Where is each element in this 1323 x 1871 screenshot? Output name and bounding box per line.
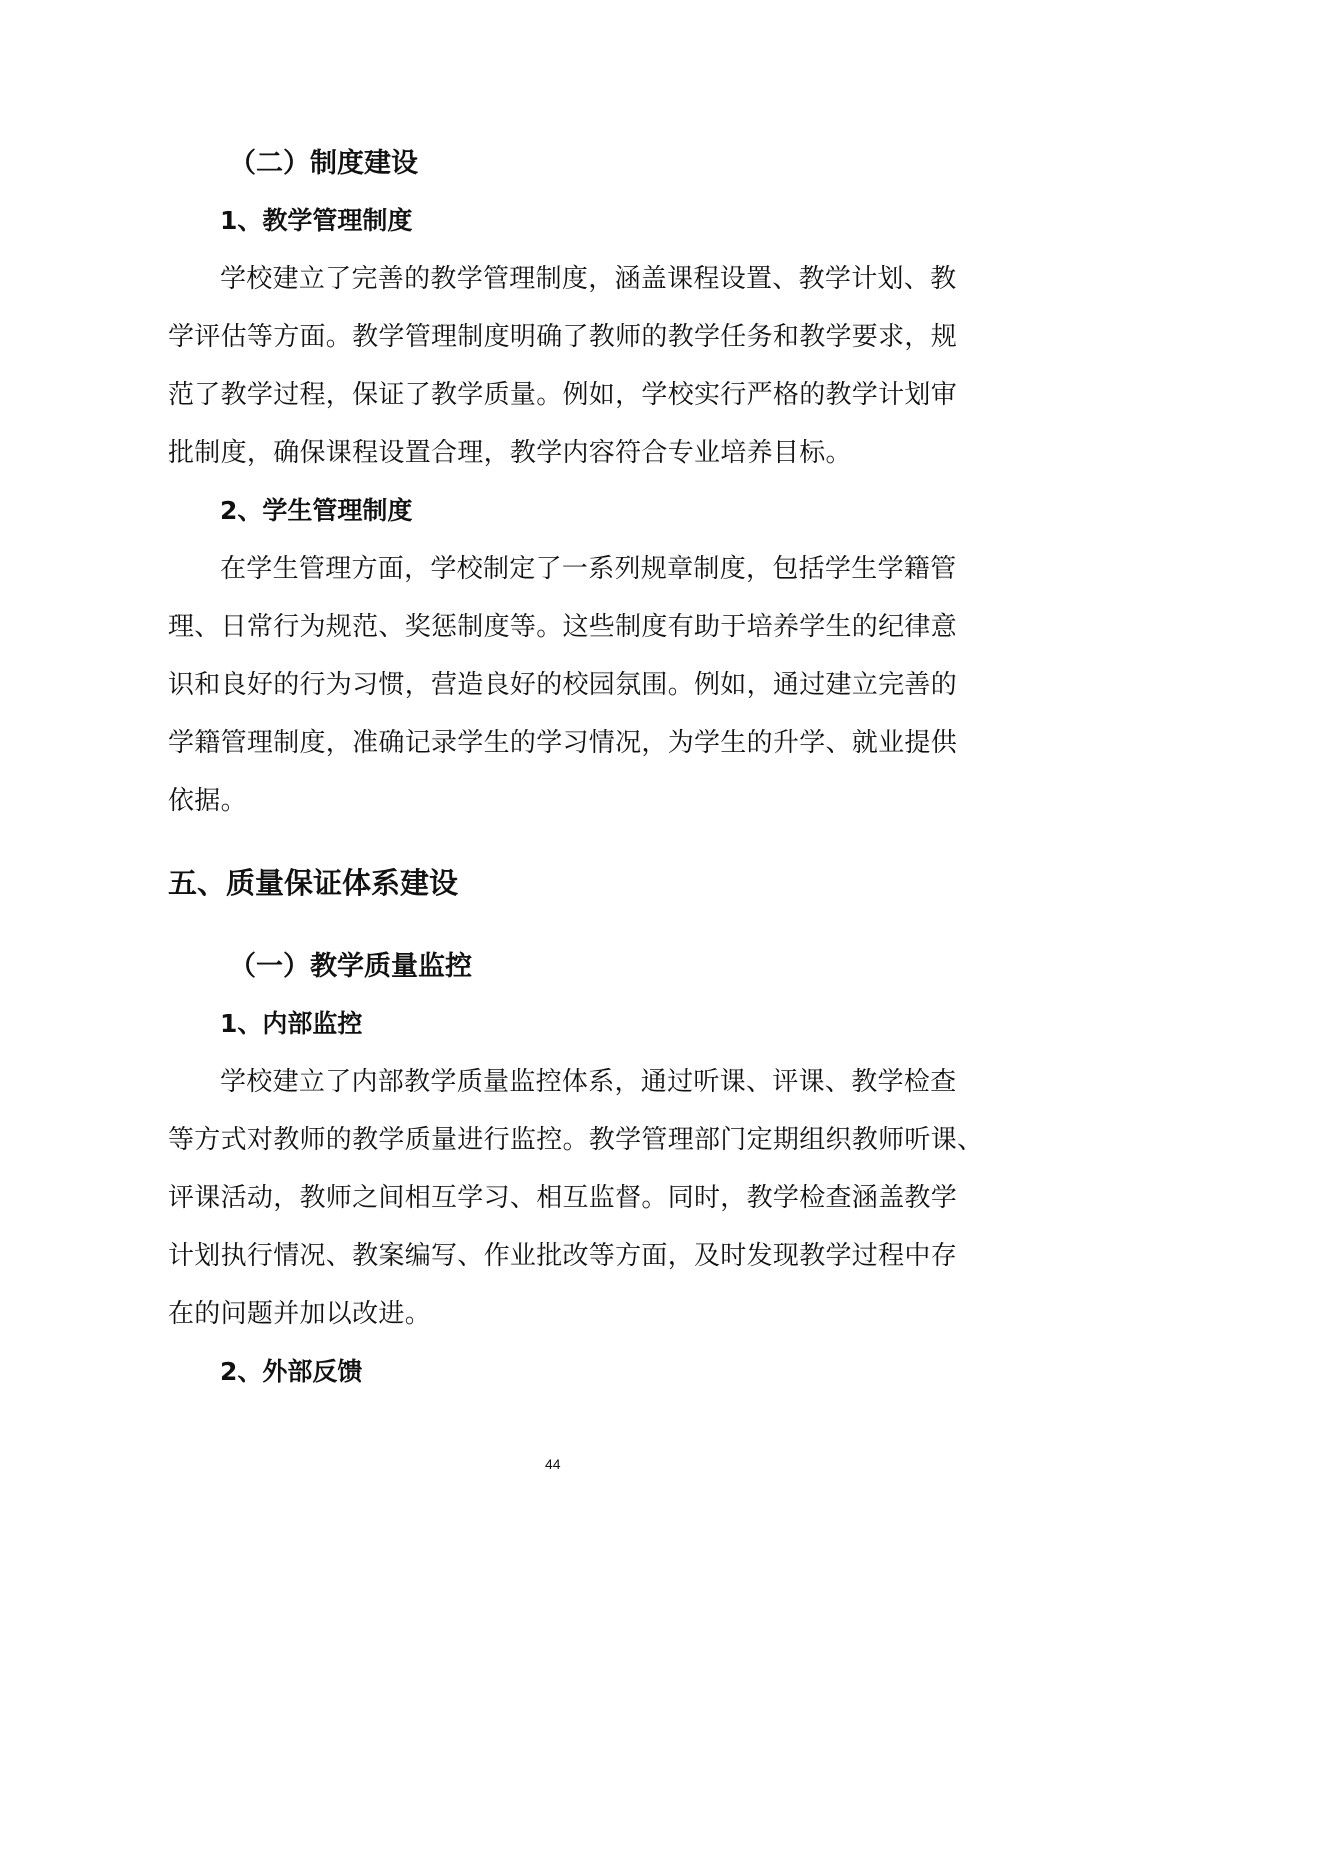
paragraph-line: 学校建立了完善的教学管理制度，涵盖课程设置、教学计划、教 [220,264,957,294]
paragraph-line: 计划执行情况、教案编写、作业批改等方面，及时发现教学过程中存 [168,1241,958,1271]
paragraph-line: 学评估等方面。教学管理制度明确了教师的教学任务和教学要求，规 [168,322,958,352]
paragraph-line: 学籍管理制度，准确记录学生的学习情况，为学生的升学、就业提供 [168,728,958,758]
paragraph-line: 依据。 [168,786,247,816]
subsection-heading: 2、学生管理制度 [220,496,413,525]
paragraph-line: 在的问题并加以改进。 [168,1299,432,1329]
section-heading: （二）制度建设 [229,148,418,179]
subsection-heading: 2、外部反馈 [220,1357,363,1386]
paragraph-line: 评课活动，教师之间相互学习、相互监督。同时，教学检查涵盖教学 [168,1183,958,1213]
paragraph-line: 批制度，确保课程设置合理，教学内容符合专业培养目标。 [168,438,852,468]
chapter-heading: 五、质量保证体系建设 [168,866,459,900]
paragraph-line: 范了教学过程，保证了教学质量。例如，学校实行严格的教学计划审 [168,380,958,410]
section-heading: （一）教学质量监控 [229,951,472,982]
paragraph-line: 学校建立了内部教学质量监控体系，通过听课、评课、教学检查 [220,1067,957,1097]
paragraph-line: 识和良好的行为习惯，营造良好的校园氛围。例如，通过建立完善的 [168,670,958,700]
paragraph-line: 等方式对教师的教学质量进行监控。教学管理部门定期组织教师听课、 [168,1125,984,1155]
page-number: 44 [545,1456,561,1472]
paragraph-line: 在学生管理方面，学校制定了一系列规章制度，包括学生学籍管 [220,554,957,584]
paragraph-line: 理、日常行为规范、奖惩制度等。这些制度有助于培养学生的纪律意 [168,612,958,642]
subsection-heading: 1、内部监控 [220,1009,363,1038]
subsection-heading: 1、教学管理制度 [220,206,413,235]
